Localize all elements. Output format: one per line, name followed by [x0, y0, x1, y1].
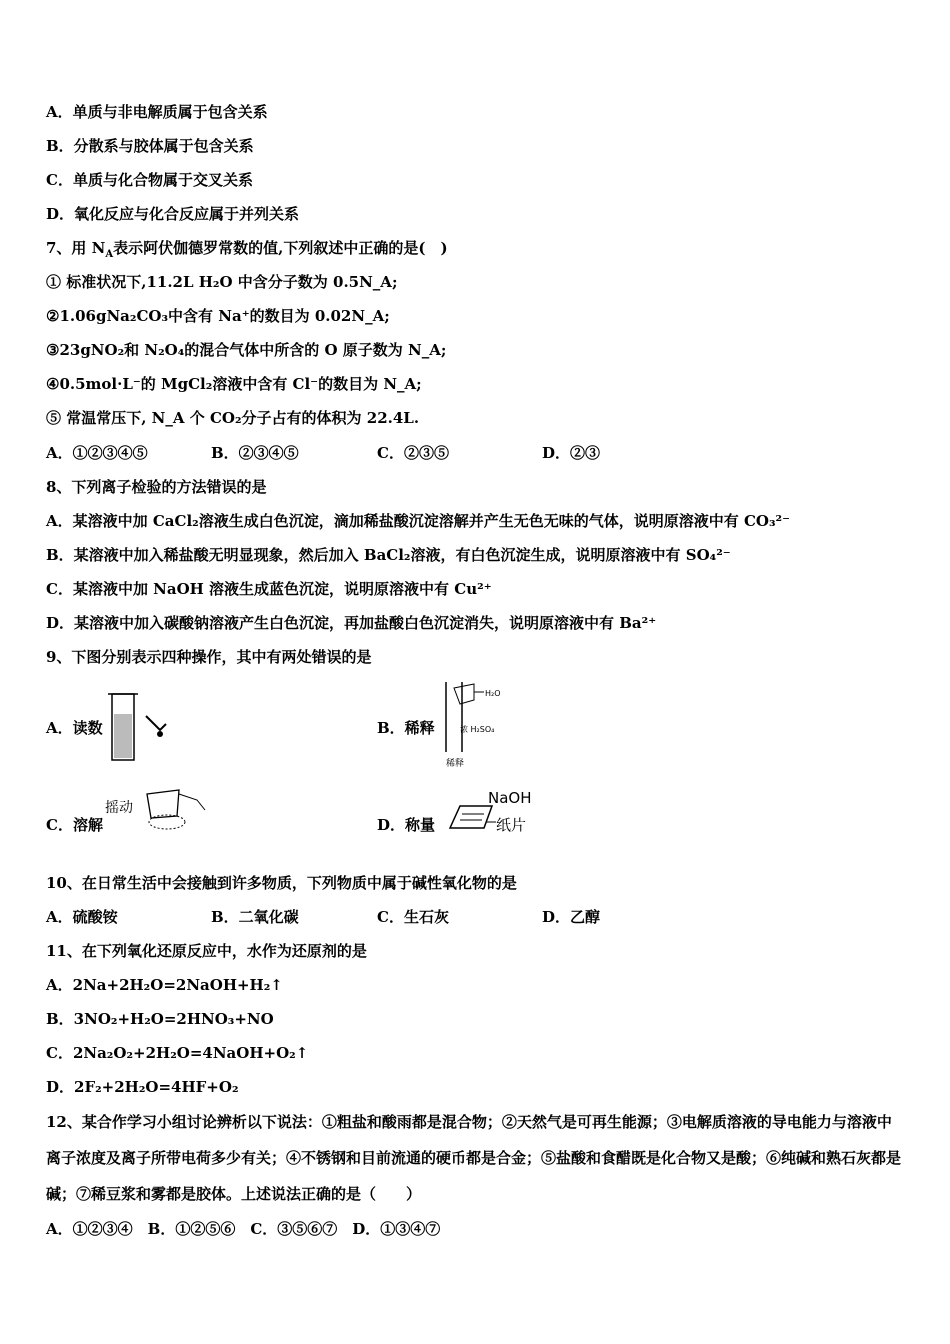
beaker-icon — [454, 684, 474, 704]
q6-option-a: A．单质与非电解质属于包含关系 — [46, 103, 268, 121]
q10-option-b: B．二氧化碳 — [211, 908, 299, 926]
naoh-label: NaOH — [488, 789, 532, 807]
q10-stem: 10、在日常生活中会接触到许多物质，下列物质中属于碱性氧化物的是 — [46, 874, 517, 892]
q12-stem: 12、某合作学习小组讨论辨析以下说法：①粗盐和酸雨都是混合物；②天然气是可再生能源；③电解质溶液的导电能力与溶液中离子浓度及离子所带电荷多少有关；④不锈钢和目前流通的硬币都是合金；⑤盐酸和食醋既是化合物又是酸；⑥纯碱和熟石灰都是碱；⑦稀豆浆和雾都是胶体。上述说法正确的是（ ） — [46, 1113, 902, 1203]
q6-option-d: D．氧化反应与化合反应属于并列关系 — [46, 205, 300, 223]
q8-option-d: D．某溶液中加入碳酸钠溶液产生白色沉淀，再加盐酸白色沉淀消失，说明原溶液中有 Ba²⁺ — [46, 614, 657, 632]
q11-option-c: C．2Na₂O₂+2H₂O=4NaOH+O₂↑ — [46, 1044, 309, 1062]
q7-statement-5: ⑤ 常温常压下, N_A 个 CO₂分子占有的体积为 22.4L. — [46, 409, 420, 427]
q7-statement-4: ④0.5mol·L⁻的 MgCl₂溶液中含有 Cl⁻的数目为 N_A; — [46, 375, 422, 393]
q7-stem: 7、用 $N_A$表示阿伏伽德罗常数的值,下列叙述中正确的是( ) — [46, 239, 448, 260]
q7-statement-1: ① 标准状况下,11.2L H₂O 中含分子数为 0.5N_A; — [46, 273, 398, 291]
q10-option-d: D．乙醇 — [542, 908, 601, 926]
q7-statement-3: ③23gNO₂和 N₂O₄的混合气体中所含的 O 原子数为 N_A; — [46, 341, 447, 359]
q10-option-c: C．生石灰 — [377, 908, 449, 926]
test-tube-icon — [147, 790, 179, 818]
acid-label: 浓 H₂SO₄ — [460, 725, 495, 734]
dissolving-figure — [105, 786, 210, 832]
q9-stem: 9、下图分别表示四种操作，其中有两处错误的是 — [46, 648, 372, 666]
q12-options: A．①②③④ B．①②⑤⑥ C．③⑤⑥⑦ D．①③④⑦ — [46, 1220, 441, 1238]
q11-option-a: A．2Na+2H₂O=2NaOH+H₂↑ — [46, 976, 283, 994]
hand-icon — [179, 794, 205, 810]
liquid — [114, 714, 132, 758]
q7-option-c: C．②③⑤ — [377, 444, 449, 462]
q6-option-b: B．分散系与胶体属于包含关系 — [46, 137, 254, 155]
q11-option-d: D．2F₂+2H₂O=4HF+O₂ — [46, 1078, 239, 1096]
q8-stem: 8、下列离子检验的方法错误的是 — [46, 478, 267, 496]
q6-option-c: C．单质与化合物属于交叉关系 — [46, 171, 253, 189]
h2o-label: H₂O — [485, 689, 501, 698]
q11-stem: 11、在下列氧化还原反应中，水作为还原剂的是 — [46, 942, 367, 960]
q9-option-d: D．称量 — [377, 816, 436, 834]
eye-icon — [146, 716, 166, 730]
dilution-caption: 稀释 — [446, 759, 465, 769]
q10-option-a: A．硫酸铵 — [46, 908, 118, 926]
paper-label: 纸片 — [496, 816, 527, 834]
q8-option-c: C．某溶液中加 NaOH 溶液生成蓝色沉淀，说明原溶液中有 Cu²⁺ — [46, 580, 492, 598]
weighing-figure — [448, 788, 544, 834]
dilution-figure — [440, 680, 510, 770]
q7-option-a: A．①②③④⑤ — [46, 444, 148, 462]
q9-option-c: C．溶解 — [46, 816, 103, 834]
q7-option-d: D．②③ — [542, 444, 601, 462]
q7-option-b: B．②③④⑤ — [211, 444, 299, 462]
reading-cylinder-figure — [108, 690, 172, 766]
q8-option-b: B．某溶液中加入稀盐酸无明显现象，然后加入 BaCl₂溶液，有白色沉淀生成，说明原溶液中有 SO₄²⁻ — [46, 546, 731, 564]
balance-pan-icon — [450, 806, 492, 828]
shake-label: 摇动 — [105, 800, 133, 816]
q9-option-a: A．读数 — [46, 719, 103, 737]
q7-statement-2: ②1.06gNa₂CO₃中含有 Na⁺的数目为 0.02N_A; — [46, 307, 390, 325]
q8-option-a: A．某溶液中加 CaCl₂溶液生成白色沉淀，滴加稀盐酸沉淀溶解并产生无色无味的气体，说明原溶液中有 CO₃²⁻ — [46, 512, 791, 530]
q11-option-b: B．3NO₂+H₂O=2HNO₃+NO — [46, 1010, 274, 1028]
q9-option-b: B．稀释 — [377, 719, 435, 737]
